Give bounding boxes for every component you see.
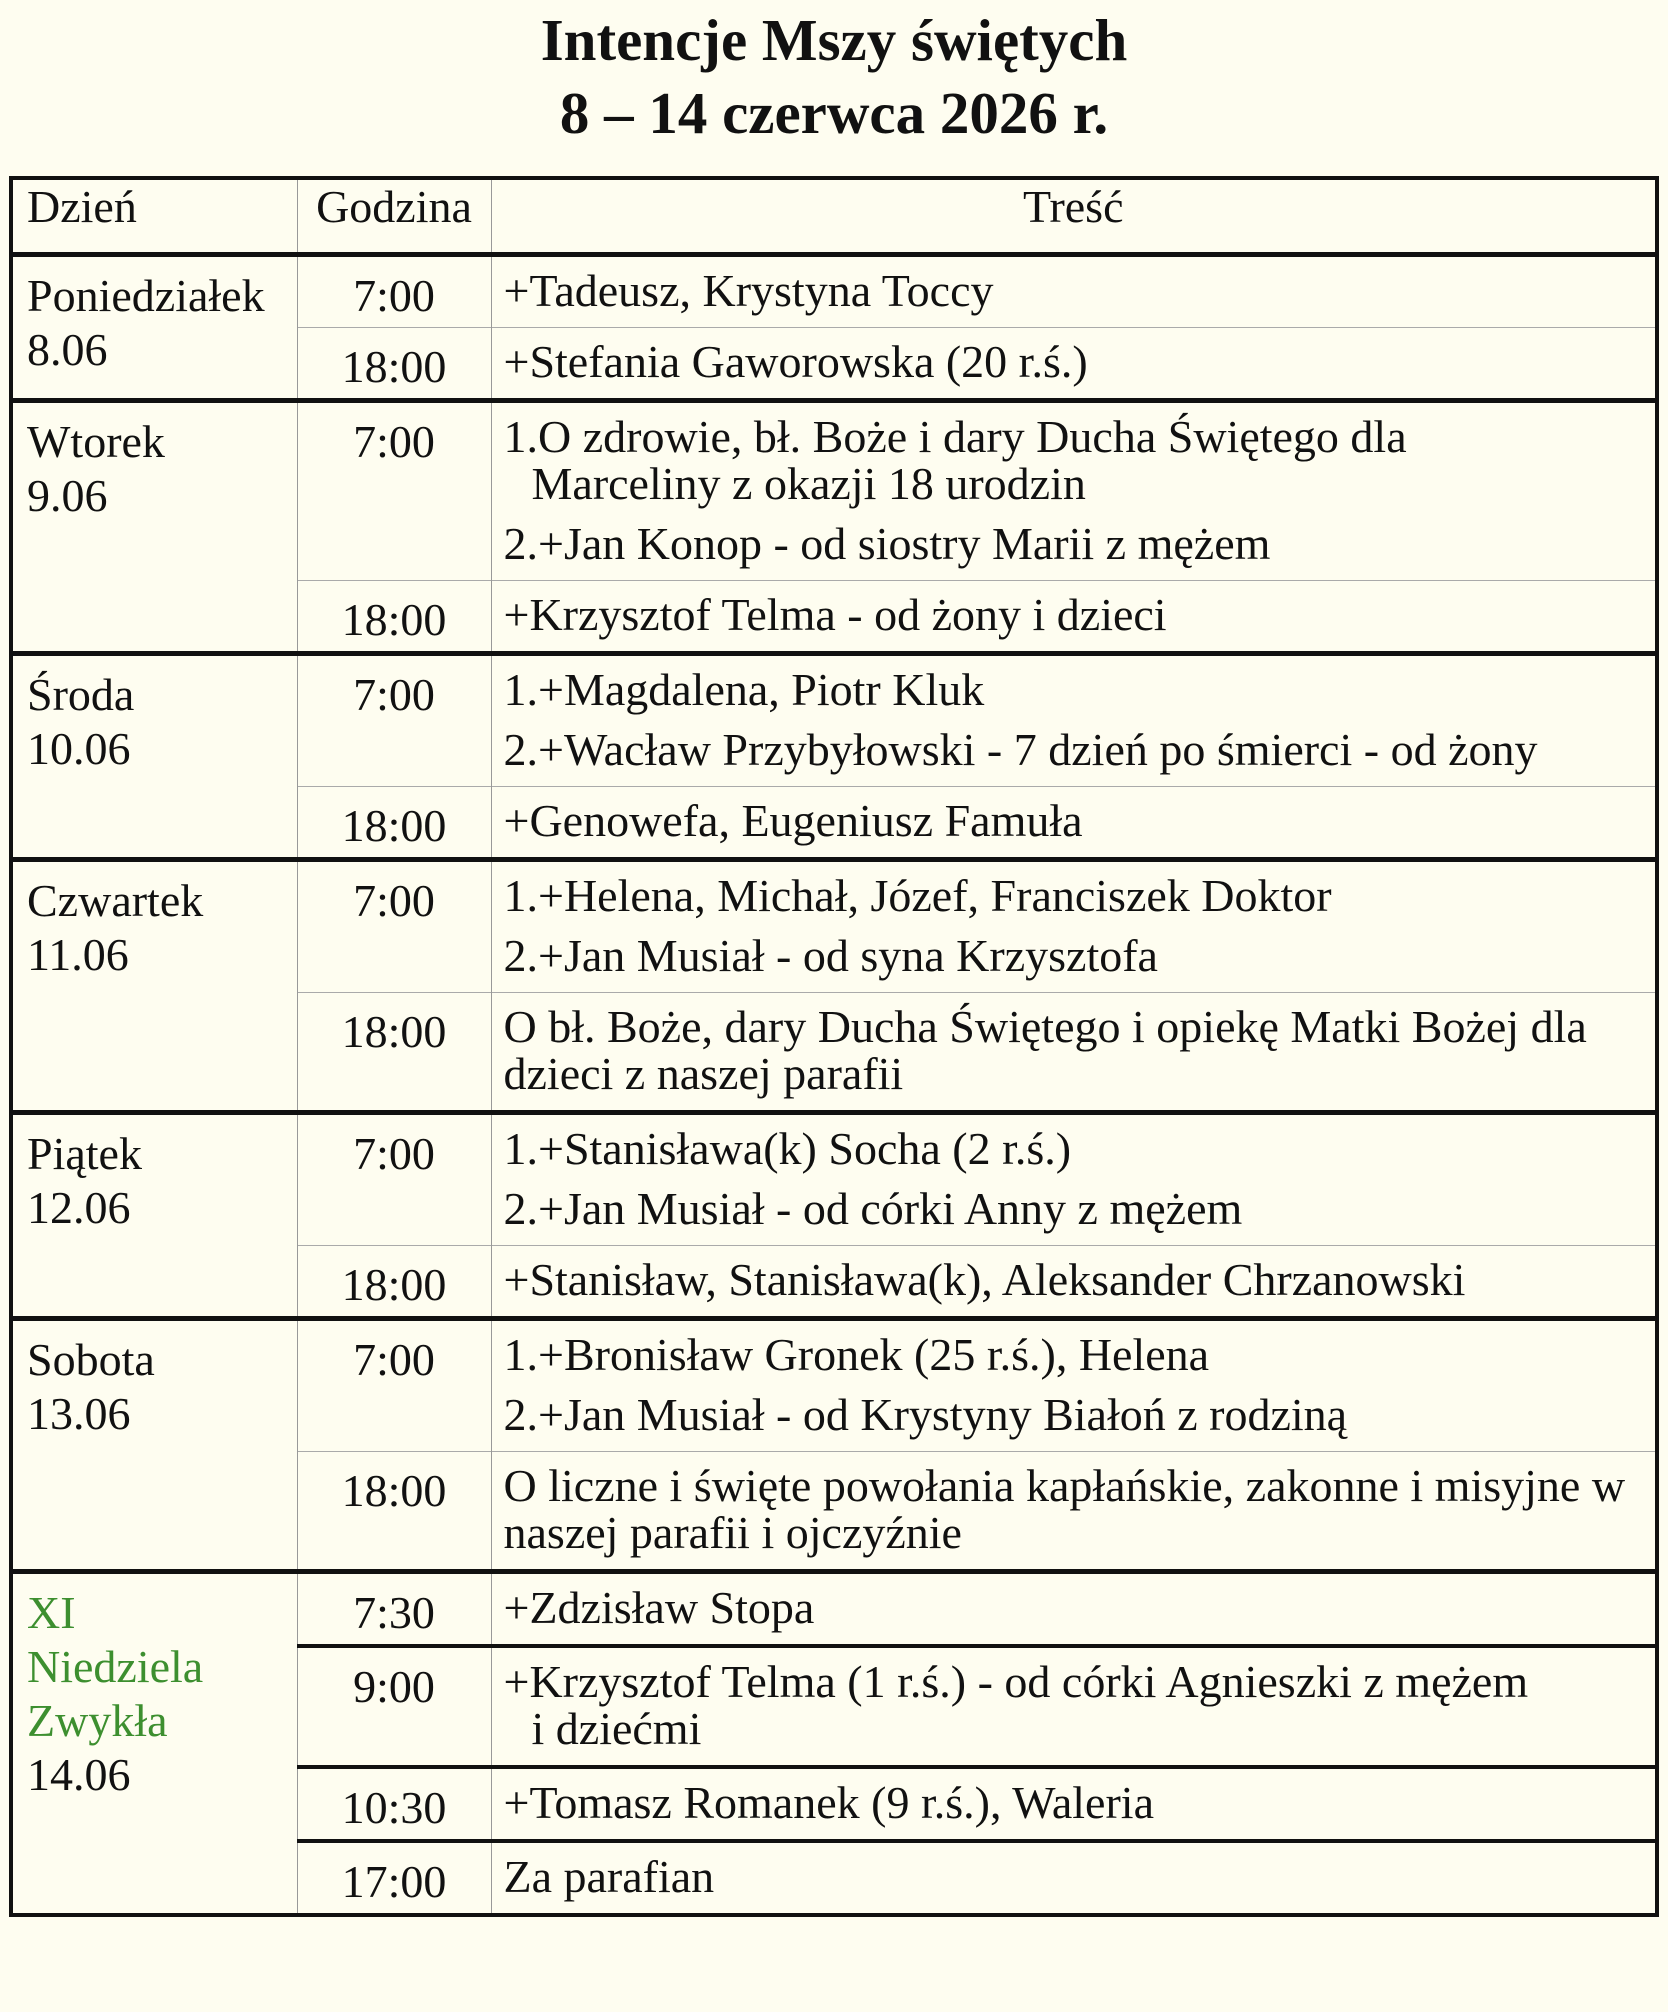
intention-text: +Krzysztof Telma - od żony i dzieci [503,589,1167,640]
day-name: Sobota [27,1334,155,1385]
intention-text: O bł. Boże, dary Ducha Świętego i opiekę Matki Bożej dla dzieci z naszej parafii [503,1001,1587,1099]
mass-time: 18:00 [297,787,491,860]
header-text: Treść [491,178,1657,255]
day-date: 8.06 [27,324,108,375]
intention-text: Za parafian [503,1851,715,1902]
mass-intentions [491,1841,1657,1915]
mass-time: 18:00 [297,993,491,1113]
table-row [11,1572,1657,1647]
intention-text: +Tadeusz, Krystyna Toccy [503,265,994,316]
mass-intentions [491,328,1657,401]
mass-intentions [491,1319,1657,1452]
mass-time: 17:00 [297,1841,491,1915]
intention-text: O liczne i święte powołania kapłańskie, zakonne i misyjne w naszej parafii i ojczyźnie [503,1460,1626,1558]
intention-text: +Stanisław, Stanisława(k), Aleksander Chrzanowski [503,1254,1466,1305]
mass-time: 18:00 [297,328,491,401]
mass-time: 7:00 [297,401,491,581]
mass-time: 7:00 [297,1319,491,1452]
intention-text: 1.+Helena, Michał, Józef, Franciszek Doktor [503,870,1332,921]
day-date: 11.06 [27,929,129,980]
mass-intentions [491,1246,1657,1319]
intention-text: +Genowefa, Eugeniusz Famuła [503,795,1083,846]
mass-intentions [491,1767,1657,1841]
intention-text: 2.+Jan Musiał - od Krystyny Białoń z rodziną [503,1389,1348,1440]
day-name: XI Niedziela Zwykła [27,1587,204,1746]
day-date: 10.06 [27,723,131,774]
intention-text: 1.+Magdalena, Piotr Kluk [503,664,985,715]
title-line-2: 8 – 14 czerwca 2026 r. [559,80,1109,146]
table-row [11,401,1657,581]
day-name: Poniedziałek [27,270,265,321]
day-cell [11,1319,297,1572]
mass-intentions [491,1452,1657,1572]
day-date: 12.06 [27,1182,131,1233]
day-cell [11,1572,297,1916]
day-name: Piątek [27,1128,142,1179]
table-row [11,654,1657,787]
day-cell [11,860,297,1113]
day-date: 14.06 [27,1749,131,1800]
day-cell [11,255,297,401]
title-line-1: Intencje Mszy świętych [540,7,1128,73]
day-name: Wtorek [27,416,165,467]
day-name: Czwartek [27,875,204,926]
mass-intentions [491,787,1657,860]
mass-time: 18:00 [297,1452,491,1572]
mass-intentions [491,654,1657,787]
intentions-table [9,176,1659,1917]
day-cell [11,401,297,654]
mass-time: 7:00 [297,255,491,328]
mass-intentions [491,581,1657,654]
page-title [0,4,1668,150]
intention-text: +Zdzisław Stopa [503,1582,815,1633]
intention-text: 2.+Jan Musiał - od córki Anny z mężem [503,1183,1243,1234]
table-row [11,255,1657,328]
mass-time: 7:00 [297,654,491,787]
day-date: 9.06 [27,470,108,521]
day-cell [11,1113,297,1319]
table-row [11,1113,1657,1246]
mass-intentions [491,993,1657,1113]
table-body [11,255,1657,1916]
intention-text: +Krzysztof Telma (1 r.ś.) - od córki Agnieszki z mężem i dziećmi [503,1656,1529,1754]
mass-time: 18:00 [297,1246,491,1319]
mass-intentions [491,401,1657,581]
mass-time: 7:00 [297,1113,491,1246]
table-header-row [11,178,1657,255]
mass-time: 7:00 [297,860,491,993]
mass-intentions [491,1646,1657,1767]
day-cell [11,654,297,860]
intention-text: 1.+Stanisława(k) Socha (2 r.ś.) [503,1123,1072,1174]
mass-time: 7:30 [297,1572,491,1647]
mass-time: 9:00 [297,1646,491,1767]
day-name: Środa [27,669,135,720]
intention-text: 2.+Jan Konop - od siostry Marii z mężem [503,518,1271,569]
table-row [11,1319,1657,1452]
intention-text: 2.+Wacław Przybyłowski - 7 dzień po śmierci - od żony [503,724,1538,775]
header-time: Godzina [297,178,491,255]
mass-intentions [491,860,1657,993]
intention-text: 1.O zdrowie, bł. Boże i dary Ducha Świętego dla Marceliny z okazji 18 urodzin [503,411,1407,509]
mass-intentions [491,1113,1657,1246]
mass-intentions [491,1572,1657,1647]
mass-time: 18:00 [297,581,491,654]
header-day: Dzień [11,178,297,255]
mass-intentions [491,255,1657,328]
mass-time: 10:30 [297,1767,491,1841]
day-date: 13.06 [27,1388,131,1439]
table-row [11,860,1657,993]
intention-text: +Stefania Gaworowska (20 r.ś.) [503,336,1088,387]
intention-text: +Tomasz Romanek (9 r.ś.), Waleria [503,1777,1154,1828]
intention-text: 2.+Jan Musiał - od syna Krzysztofa [503,930,1158,981]
intention-text: 1.+Bronisław Gronek (25 r.ś.), Helena [503,1329,1210,1380]
